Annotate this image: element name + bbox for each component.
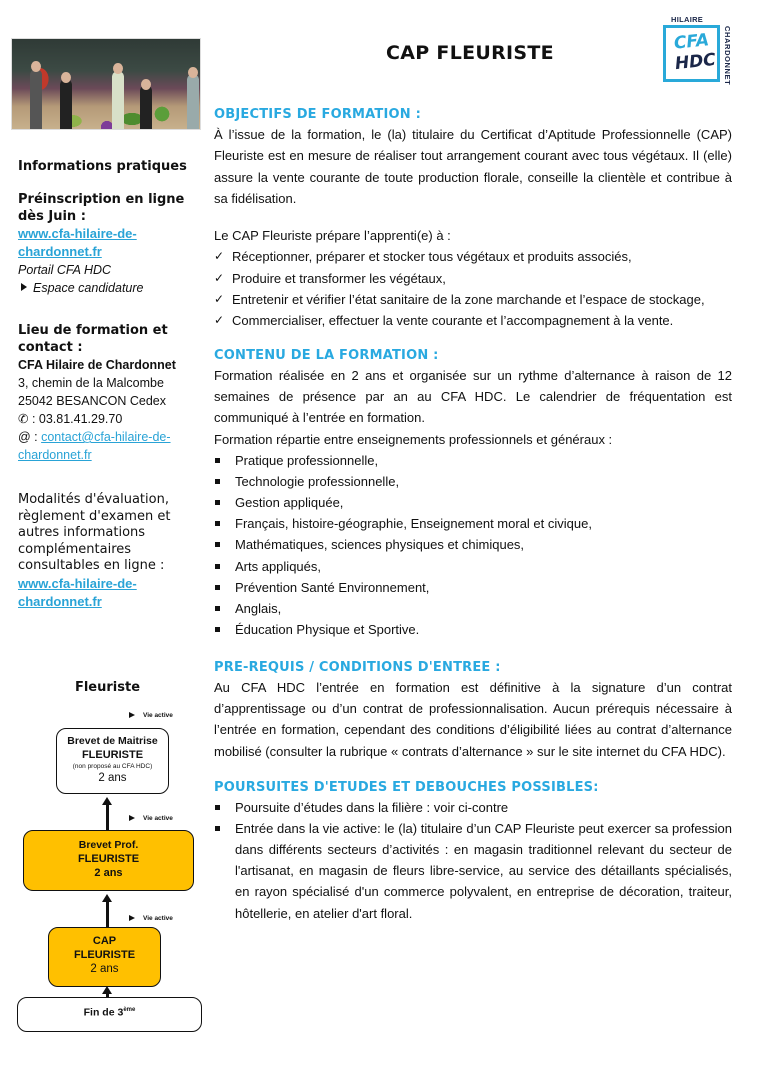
contenu-list: [214, 450, 732, 640]
fin-de-3eme-box: [17, 997, 202, 1032]
box-sup: ème: [123, 1007, 136, 1013]
phone: ✆ : 03.81.41.29.70: [18, 412, 123, 426]
photo-head: [113, 63, 123, 74]
arrow-up-icon: [106, 901, 109, 927]
email-line: [18, 428, 208, 464]
logo-cfa-text: CFA: [672, 30, 710, 54]
box-line2: FLEURISTE: [81, 749, 144, 761]
box-line1: CAP: [92, 935, 117, 947]
diagram-title: Fleuriste: [74, 680, 141, 695]
main-content: [214, 106, 732, 924]
list-item: Pratique professionnelle,: [214, 450, 732, 471]
photo-person: [140, 85, 152, 129]
box-duration: 2 ans: [90, 963, 119, 975]
photo-head: [188, 67, 198, 78]
list-item: Mathématiques, sciences physiques et chimiques,: [214, 534, 732, 555]
logo-chardonnet-text: CHARDONNET: [723, 26, 732, 86]
photo-person: [187, 74, 199, 129]
section-heading: CONTENU DE LA FORMATION :: [214, 347, 439, 363]
section-heading: POURSUITES D'ETUDES ET DEBOUCHES POSSIBLES:: [214, 780, 599, 796]
list-item: Arts appliqués,: [214, 556, 732, 577]
modalites-text: Modalités d'évaluation, règlement d'examen et autres informations complémentaires consultables en ligne :: [18, 492, 171, 573]
photo-head: [31, 61, 41, 72]
brevet-maitrise-box: [56, 728, 169, 794]
vie-active-label: Vie active: [129, 815, 173, 822]
triangle-right-icon: [129, 712, 135, 718]
triangle-right-icon: [129, 815, 135, 821]
prerequis-text: Au CFA HDC l’entrée en formation est définitive à la signature d’un contrat d’apprentissage ou d’un contrat de professionnalisation. Aucun prérequis nécessaire à l’entrée en formation, cependant des conditions d’éligibilité liées au contrat d’alternance mobilisé (consulter la rubrique « contrats d’alternance » sur le site internet du CFA HDC).: [214, 679, 732, 759]
org-name: CFA Hilaire de Chardonnet: [18, 358, 176, 372]
triangle-right-icon: [21, 283, 27, 291]
email-prefix: @ :: [18, 430, 42, 444]
objectifs-list: [214, 246, 732, 330]
logo-hilaire-text: HILAIRE: [671, 15, 704, 24]
list-item: ✓ Réceptionner, préparer et stocker tous végétaux et produits associés,: [214, 246, 732, 267]
arrow-up-icon: [106, 804, 109, 830]
list-item: Entrée dans la vie active: le (la) titulaire d’un CAP Fleuriste peut exercer sa profession dans différents secteurs d’activités : en magasin traditionnel relevant du secteur de l'artisanat, en magasin de fleurs libre-service, au service des détaillants spécialisés, en rayon spécialisé d'un commerce polyvalent, en entreprise de décoration, traiteur, hôtellerie, en atelier d'art floral.: [214, 818, 732, 923]
section-heading: PRE-REQUIS / CONDITIONS D'ENTREE :: [214, 659, 501, 675]
portail-label: Portail CFA HDC: [18, 263, 112, 277]
logo-frame: [663, 25, 720, 82]
box-line2: FLEURISTE: [77, 853, 140, 865]
section-prerequis: [214, 659, 732, 762]
info-sidebar: [18, 158, 208, 611]
list-item: Technologie professionnelle,: [214, 471, 732, 492]
modalites-link[interactable]: www.cfa-hilaire-de-chardonnet.fr: [18, 575, 137, 609]
list-item: Prévention Santé Environnement,: [214, 577, 732, 598]
box-duration: 2 ans: [98, 772, 127, 784]
list-item: Éducation Physique et Sportive.: [214, 619, 732, 640]
box-line1: Fin de 3: [83, 1006, 124, 1019]
info-title: Informations pratiques: [18, 159, 187, 174]
photo-person: [112, 71, 124, 129]
section-heading: OBJECTIFS DE FORMATION :: [214, 107, 421, 122]
list-item: ✓ Entretenir et vérifier l’état sanitaire de la zone marchande et l’espace de stockage,: [214, 289, 732, 310]
page-title: CAP FLEURISTE: [386, 42, 554, 64]
section-contenu: [214, 347, 732, 640]
contenu-text: Formation réalisée en 2 ans et organisée sur un rythme d’alternance à raison de 12 semaines de présence par an au CFA HDC. Le calendrier de fréquentation est communiqué à l’entrée en formation.: [214, 367, 732, 426]
cfa-hdc-logo: [663, 14, 735, 86]
list-item: Anglais,: [214, 598, 732, 619]
address-line-1: 3, chemin de la Malcombe: [18, 376, 164, 390]
list-item: Français, histoire-géographie, Enseignement moral et civique,: [214, 513, 732, 534]
email-link[interactable]: contact@cfa-hilaire-de-chardonnet.fr: [18, 430, 171, 462]
photo-head: [141, 79, 151, 90]
contenu-intro: Formation répartie entre enseignements professionnels et généraux :: [214, 431, 613, 447]
list-item: Poursuite d’études dans la filière : voir ci-contre: [214, 797, 732, 818]
box-duration: 2 ans: [94, 867, 123, 879]
career-path-diagram: [0, 675, 215, 1045]
box-line1: Brevet de Maitrise: [67, 735, 158, 747]
vie-active-label: Vie active: [129, 712, 173, 719]
vie-active-label: Vie active: [129, 915, 173, 922]
photo-person: [60, 79, 72, 129]
box-note: (non proposé au CFA HDC): [72, 763, 153, 770]
address-line-2: 25042 BESANCON Cedex: [18, 394, 166, 408]
section-poursuites: [214, 779, 732, 924]
list-item: Gestion appliquée,: [214, 492, 732, 513]
triangle-right-icon: [129, 915, 135, 921]
objectifs-intro: Le CAP Fleuriste prépare l’apprenti(e) à :: [214, 228, 451, 244]
cap-box: [48, 927, 161, 987]
objectifs-text: À l’issue de la formation, le (la) titulaire du Certificat d’Aptitude Professionnelle (CAP) Fleuriste est en mesure de réaliser tout arrangement courant avec tous végétaux. Il (elle) assure la vente courante de toute production florale, conseille la clientèle et contribue à sa fidélisation.: [214, 127, 732, 206]
espace-candidature-item[interactable]: [18, 279, 208, 297]
logo-hdc-text: HDC: [674, 49, 717, 75]
espace-candidature-label: Espace candidature: [33, 281, 144, 295]
brevet-prof-box: [23, 830, 194, 891]
site-link[interactable]: www.cfa-hilaire-de-chardonnet.fr: [18, 226, 137, 259]
preinscription-title: Préinscription en ligne dès Juin :: [18, 192, 185, 224]
photo-head: [61, 72, 71, 83]
header-photo: [11, 38, 201, 130]
box-line1: Brevet Prof.: [78, 839, 139, 851]
section-objectifs: [214, 106, 732, 331]
list-item: ✓ Commercialiser, effectuer la vente courante et l’accompagnement à la vente.: [214, 310, 732, 331]
box-line2: FLEURISTE: [73, 949, 136, 961]
photo-person: [30, 69, 42, 129]
poursuites-list: [214, 797, 732, 924]
lieu-title: Lieu de formation et contact :: [18, 323, 168, 355]
list-item: ✓ Produire et transformer les végétaux,: [214, 268, 732, 289]
